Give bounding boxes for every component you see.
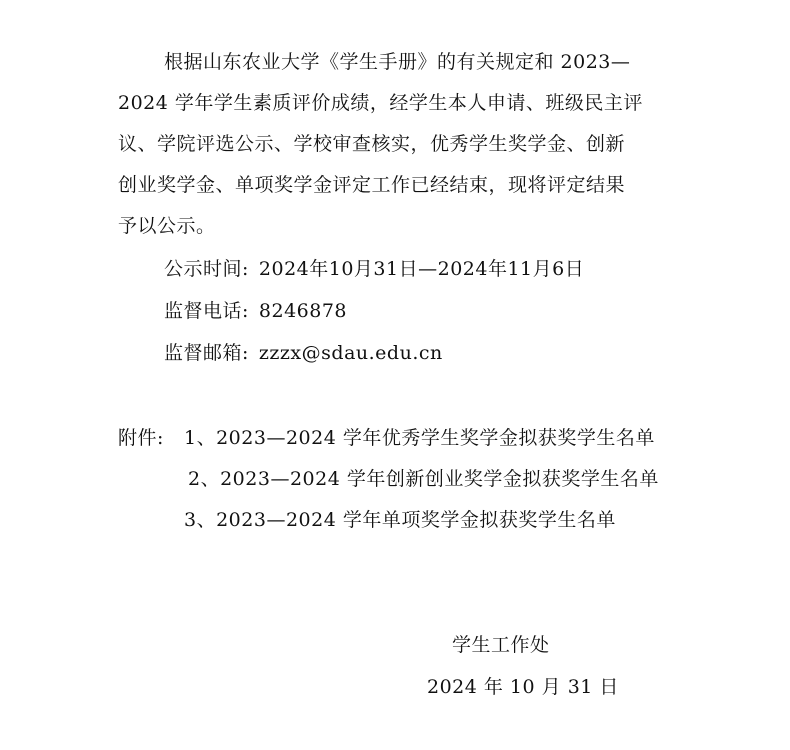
supervision-email-value: zzzx@sdau.edu.cn bbox=[258, 342, 443, 364]
paragraph-line: 2024 学年学生素质评价成绩，经学生本人申请、班级民主评 bbox=[118, 92, 643, 114]
issuing-office: 学生工作处 bbox=[452, 634, 550, 656]
supervision-email bbox=[164, 340, 443, 366]
attachment-item: 2、2023—2024 学年创新创业奖学金拟获奖学生名单 bbox=[188, 468, 659, 490]
supervision-email-label: 监督邮箱: bbox=[164, 342, 249, 364]
attachment-item: 3、2023—2024 学年单项奖学金拟获奖学生名单 bbox=[184, 509, 616, 531]
publicity-period bbox=[164, 256, 584, 282]
attachment-item: 1、2023—2024 学年优秀学生奖学金拟获奖学生名单 bbox=[184, 427, 655, 449]
publicity-period-label: 公示时间: bbox=[164, 258, 249, 280]
supervision-phone-value: 8246878 bbox=[258, 300, 348, 322]
paragraph-line: 议、学院评选公示、学校审查核实，优秀学生奖学金、创新 bbox=[118, 133, 626, 155]
supervision-phone-label: 监督电话: bbox=[164, 300, 249, 322]
attachments-label: 附件: bbox=[118, 427, 164, 449]
paragraph-line: 予以公示。 bbox=[118, 215, 216, 237]
paragraph-line: 创业奖学金、单项奖学金评定工作已经结束，现将评定结果 bbox=[118, 174, 626, 196]
publicity-period-value: 2024年10月31日—2024年11月6日 bbox=[258, 258, 585, 280]
supervision-phone bbox=[164, 298, 347, 324]
issue-date: 2024 年 10 月 31 日 bbox=[427, 676, 619, 698]
paragraph-line: 根据山东农业大学《学生手册》的有关规定和 2023— bbox=[164, 51, 631, 73]
